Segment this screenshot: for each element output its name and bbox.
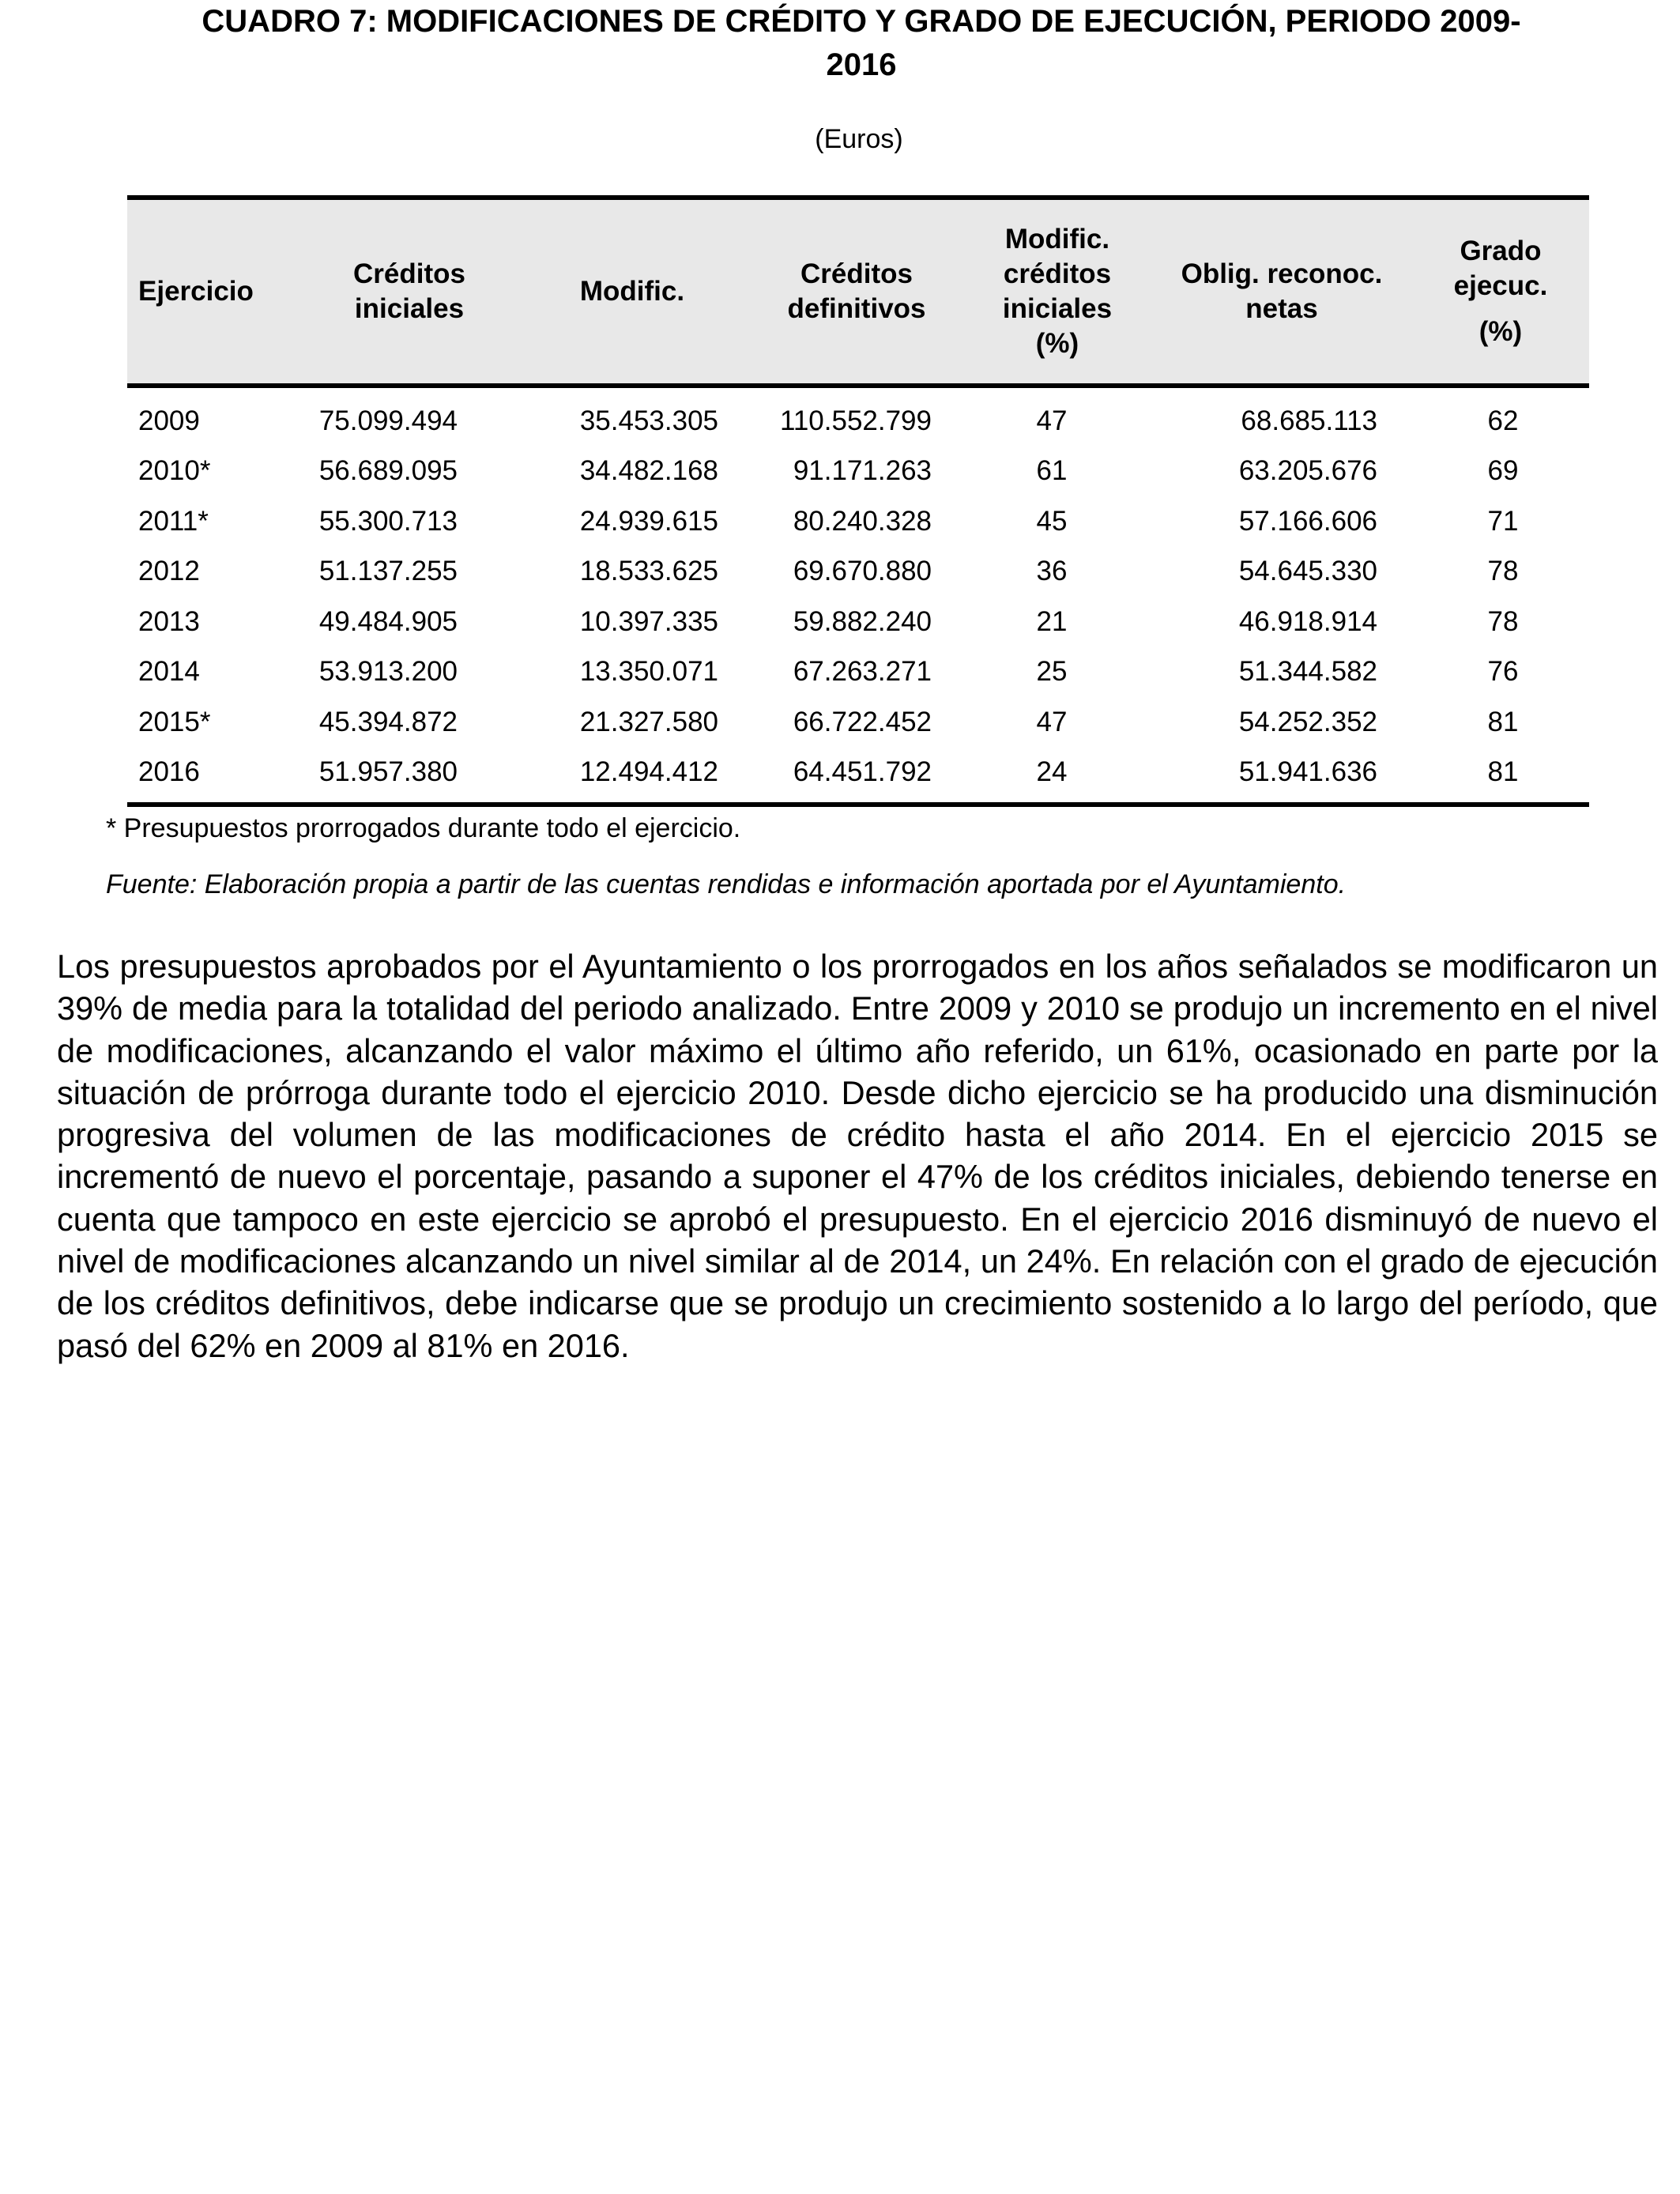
cell-oblig: 46.918.914 [1238, 605, 1377, 637]
table-row [127, 547, 1589, 598]
cell-grado: 78 [1487, 605, 1519, 637]
table-row [127, 748, 1589, 805]
cell-ejercicio: 2016 [127, 748, 304, 805]
header-grado-ejecuc: Grado ejecuc. (%) [1412, 198, 1589, 386]
cell-creditos-definitivos: 66.722.452 [793, 706, 932, 737]
cell-modific: 35.453.305 [579, 405, 718, 436]
cell-modific: 24.939.615 [579, 505, 718, 537]
cell-modific: 21.327.580 [579, 706, 718, 737]
cell-grado: 81 [1412, 748, 1589, 805]
header-modific: Modific. [514, 198, 750, 386]
cell-modific: 13.350.071 [579, 656, 718, 688]
cell-creditos-iniciales: 56.689.095 [318, 455, 458, 487]
table-title-line-1: CUADRO 7: MODIFICACIONES DE CRÉDITO Y GRADO DE EJECUCIÓN, PERIODO 2009- [202, 4, 1521, 39]
cell-creditos-definitivos: 67.263.271 [793, 656, 932, 688]
cell-creditos-definitivos: 80.240.328 [793, 505, 932, 537]
cell-grado: 78 [1487, 556, 1519, 587]
cell-oblig: 63.205.676 [1238, 455, 1377, 487]
cell-creditos-iniciales: 75.099.494 [318, 405, 458, 436]
cell-ejercicio: 2009 [138, 405, 200, 436]
cell-creditos-definitivos: 69.670.880 [793, 556, 932, 587]
cell-grado: 76 [1487, 656, 1519, 688]
cell-creditos-definitivos: 64.451.792 [750, 748, 963, 805]
cell-ejercicio: 2014 [138, 656, 200, 688]
cell-creditos-iniciales: 51.957.380 [304, 748, 514, 805]
cell-ejercicio: 2011* [138, 505, 209, 537]
table-header-row [127, 198, 1589, 386]
header-ejercicio: Ejercicio [127, 198, 304, 386]
cell-oblig: 68.685.113 [1241, 405, 1377, 436]
header-creditos-definitivos: Créditos definitivos [750, 198, 963, 386]
cell-modific-pct: 47 [1036, 405, 1068, 436]
cell-modific: 18.533.625 [579, 556, 718, 587]
cell-oblig: 54.252.352 [1238, 706, 1377, 737]
table-row [127, 597, 1589, 647]
cell-creditos-definitivos: 91.171.263 [793, 455, 932, 487]
cell-grado: 71 [1487, 505, 1519, 537]
cell-ejercicio: 2012 [138, 556, 200, 587]
table-row [127, 386, 1589, 447]
cell-ejercicio: 2015* [138, 706, 211, 737]
cell-modific-pct: 21 [1036, 605, 1068, 637]
body-paragraph: Los presupuestos aprobados por el Ayuntamiento o los prorrogados en los años señalados se modificaron un 39% de media para la totalidad del periodo analizado. Entre 2009 y 2010 se produjo un incremento en el nivel de modificaciones, alcanzando el valor máximo el último año referido, un 61%, ocasionado en parte por la situación de prórroga durante todo el ejercicio 2010. Desde dicho ejercicio se ha producido una disminución progresiva del volumen de las modificaciones de crédito hasta el año 2014. En el ejercicio 2015 se incrementó de nuevo el porcentaje, pasando a suponer el 47% de los créditos iniciales, debiendo tenerse en cuenta que tampoco en este ejercicio se aprobó el presupuesto. En el ejercicio 2016 disminuyó de nuevo el nivel de modificaciones alcanzando un nivel similar al de 2014, un 24%. En relación con el grado de ejecución de los créditos definitivos, debe indicarse que se produjo un crecimiento sostenido a lo largo del período, que pasó del 62% en 2009 al 81% en 2016. [57, 948, 1658, 1364]
cell-grado: 62 [1487, 405, 1519, 436]
table-row [127, 496, 1589, 547]
table-row [127, 447, 1589, 497]
cell-modific: 34.482.168 [579, 455, 718, 487]
table-row [127, 647, 1589, 698]
table-title [79, 0, 1644, 87]
cell-modific-pct: 61 [1036, 455, 1068, 487]
cell-oblig: 51.941.636 [1151, 748, 1412, 805]
cell-ejercicio: 2013 [138, 605, 200, 637]
credit-modifications-table [127, 195, 1589, 807]
cell-modific-pct: 45 [1036, 505, 1068, 537]
table-units: (Euros) [815, 124, 903, 154]
cell-creditos-iniciales: 51.137.255 [318, 556, 458, 587]
cell-modific: 10.397.335 [579, 605, 718, 637]
cell-oblig: 51.344.582 [1238, 656, 1377, 688]
cell-creditos-iniciales: 49.484.905 [318, 605, 458, 637]
cell-oblig: 57.166.606 [1238, 505, 1377, 537]
cell-creditos-iniciales: 45.394.872 [318, 706, 458, 737]
table-footnote: * Presupuestos prorrogados durante todo el ejercicio. [106, 813, 741, 843]
cell-modific-pct: 25 [1036, 656, 1068, 688]
header-oblig-reconoc-netas: Oblig. reconoc. netas [1151, 198, 1412, 386]
cell-modific-pct: 36 [1036, 556, 1068, 587]
cell-creditos-definitivos: 110.552.799 [779, 405, 932, 436]
header-modific-creditos-iniciales-pct: Modific. créditos iniciales (%) [963, 198, 1151, 386]
cell-modific-pct: 47 [1036, 706, 1068, 737]
cell-oblig: 54.645.330 [1238, 556, 1377, 587]
header-creditos-iniciales: Créditos iniciales [304, 198, 514, 386]
cell-grado: 81 [1487, 706, 1519, 737]
table-title-line-2: 2016 [826, 47, 897, 82]
cell-creditos-definitivos: 59.882.240 [793, 605, 932, 637]
cell-modific: 12.494.412 [514, 748, 750, 805]
cell-creditos-iniciales: 55.300.713 [318, 505, 458, 537]
cell-modific-pct: 24 [963, 748, 1151, 805]
cell-ejercicio: 2010* [138, 455, 211, 487]
cell-grado: 69 [1487, 455, 1519, 487]
table-row [127, 697, 1589, 748]
cell-creditos-iniciales: 53.913.200 [318, 656, 458, 688]
table-source: Fuente: Elaboración propia a partir de las cuentas rendidas e información aportada por el Ayuntamiento. [106, 869, 1347, 899]
